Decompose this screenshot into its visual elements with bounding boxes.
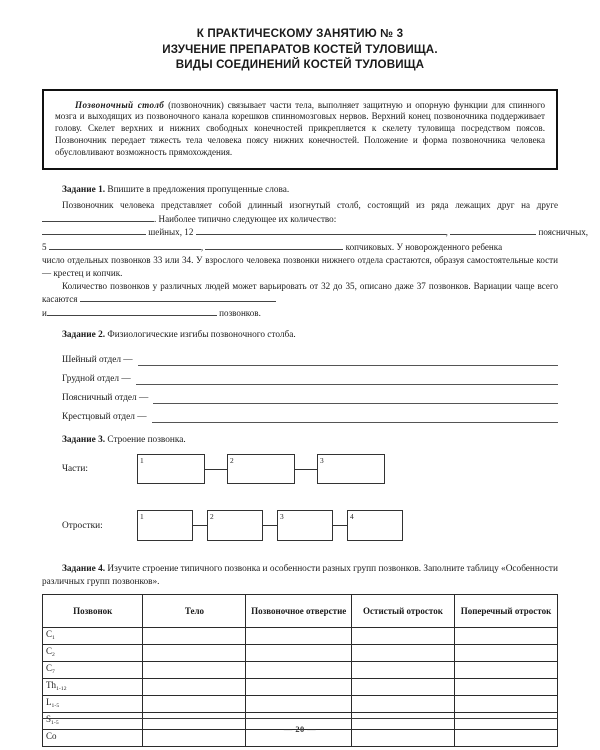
task-2-input-sacral[interactable] [152,413,558,423]
task-2-input-lumbar[interactable] [153,394,558,404]
task-3-processes-connector-3 [333,525,347,526]
table-row [43,696,558,713]
task-1-heading [42,184,558,197]
task-2-row-cervical [42,347,558,366]
table-row [43,645,558,662]
task-1-label-lumbar: поясничных, [538,227,589,238]
task-2-label-thoracic: Грудной отдел — [62,374,131,385]
task-2-label-sacral: Крестцовый отдел — [62,412,147,423]
task-2-input-cervical[interactable] [138,356,558,366]
table-header-row [43,595,558,628]
task-1-blank-thoracic-name[interactable] [196,225,448,238]
task-1-blank-variation-1[interactable] [80,292,276,302]
task-1-instruction: Впишите в предложения пропущенные слова. [107,185,290,196]
task-1-number-thoracic: 12 [184,227,194,238]
vertebra-subscript: 7 [52,669,55,676]
task-1-blank-coccygeal-count[interactable] [205,240,343,250]
task-2-heading [42,329,558,342]
task-2-answer-list [42,347,558,423]
cell-body-th[interactable] [143,679,246,696]
cell-foramen-c7[interactable] [246,662,352,679]
task-3-processes-box-3[interactable]: 3 [277,510,333,541]
task-4-instruction: Изучите строение типичного позвонка и особенности разных групп позвонков. Заполните таблицу «Особенности различных групп позвонков». [42,564,558,588]
task-2-row-lumbar [42,385,558,404]
intro-paragraph [55,100,545,160]
vertebra-symbol: L [46,697,52,708]
task-1-paragraph-3 [42,280,558,306]
task-1-number: Задание 1. [62,185,106,196]
vertebra-symbol: S [46,714,52,725]
page-number: — 20 — [283,725,317,734]
task-1-label-cervical: шейных, [148,227,182,238]
task-1-number-sacral: 5 [42,241,47,252]
task-1-paragraph-1 [42,199,558,225]
cell-foramen-c2[interactable] [246,645,352,662]
task-3-parts-connector-1 [205,469,227,470]
task-1-blank-cervical-count[interactable] [42,225,146,235]
table-row [43,679,558,696]
vertebra-label-c1 [43,628,143,645]
page-title-line-1: К ПРАКТИЧЕСКОМУ ЗАНЯТИЮ № 3 [196,27,404,40]
table-col-foramen: Позвоночное отверстие [246,595,352,628]
task-2-label-cervical: Шейный отдел — [62,355,133,366]
vertebra-subscript: 1-12 [56,686,67,693]
task-3-processes-connector-2 [263,525,277,526]
task-4-heading [42,563,558,589]
table-col-spinous: Остистый отросток [351,595,454,628]
task-3-parts-connector-2 [295,469,317,470]
task-1-label-vertebrae-end: позвонков. [219,307,261,318]
vertebra-symbol: Co [46,731,57,742]
intro-body-text: (позвоночник) связывает части тела, выполняет защитную и опорную функции для спинного мозга и выходящих из позвоночного канала корешков спинномозговых нервов. Верхний конец позвоночника поддерживает голову. Скелет верхних и нижних свободных конечностей прикрепляется к скелету туловища посредством поясов. Позвоночник передает тяжесть тела человека поясу нижних конечностей. Положение и форма позвоночника человека обусловливают возможность прямохождения. [55,99,545,158]
task-2-instruction: Физиологические изгибы позвоночного столба. [107,330,296,341]
task-4-number: Задание 4. [62,564,106,575]
intro-lead-term: Позвоночный столб [75,99,165,110]
table-row [43,662,558,679]
task-3-number: Задание 3. [62,435,106,446]
cell-transverse-c2[interactable] [454,645,557,662]
vertebra-subscript: 2 [52,652,55,659]
task-2-label-lumbar: Поясничный отдел — [62,393,149,404]
task-1 [42,184,589,320]
task-3-parts-box-1[interactable]: 1 [137,454,205,484]
task-3-processes-diagram [137,510,403,541]
cell-spinous-c7[interactable] [351,662,454,679]
vertebra-label-l [43,696,143,713]
vertebra-symbol: C [46,663,53,674]
task-3-parts-row [42,454,558,484]
task-3-processes-box-4[interactable]: 4 [347,510,403,541]
task-1-label-coccygeal: копчиковых. У новорожденного ребенка [345,241,503,252]
task-1-blank-variation-2[interactable] [47,306,217,316]
task-1-blank-vertebrae[interactable] [42,212,154,222]
vertebra-subscript: 1-5 [51,703,60,710]
cell-body-c2[interactable] [143,645,246,662]
task-3-processes-row [42,510,558,541]
cell-transverse-c7[interactable] [454,662,557,679]
task-3-parts-box-3[interactable]: 3 [317,454,385,484]
cell-transverse-c1[interactable] [454,628,557,645]
cell-foramen-l[interactable] [246,696,352,713]
task-3-parts-box-2[interactable]: 2 [227,454,295,484]
vertebra-subscript: 1-5 [51,720,59,727]
task-3-processes-connector-1 [193,525,207,526]
task-3-parts-label: Части: [62,464,88,475]
cell-body-l[interactable] [143,696,246,713]
task-1-fill-row-2 [42,240,558,255]
task-3-parts-diagram [137,454,385,484]
table-header [43,595,558,628]
page-title-line-3: ВИДЫ СОЕДИНЕНИЙ КОСТЕЙ ТУЛОВИЩА [175,58,425,71]
cell-spinous-c2[interactable] [351,645,454,662]
table-row [43,628,558,645]
task-2-row-sacral [42,404,558,423]
cell-spinous-th[interactable] [351,679,454,696]
table-col-transverse: Поперечный отросток [454,595,557,628]
vertebra-symbol: C [46,646,53,657]
page-title-line-2: ИЗУЧЕНИЕ ПРЕПАРАТОВ КОСТЕЙ ТУЛОВИЩА. [162,42,438,56]
footer-divider [42,718,558,719]
page-title [38,26,562,73]
cell-transverse-l[interactable] [454,696,557,713]
task-1-p3-text: Количество позвонков у различных людей может варьировать от 32 до 35, описано даже 37 позвонков. Вариации чаще всего касаются [42,280,558,305]
cell-spinous-l[interactable] [351,696,454,713]
task-2 [42,329,558,423]
task-2-input-thoracic[interactable] [136,375,558,385]
task-1-comma-1: , [445,227,448,238]
vertebra-label-c7 [43,662,143,679]
table-col-vertebra: Позвонок [43,595,143,628]
task-1-conjunction: и [42,307,47,318]
cell-transverse-th[interactable] [454,679,557,696]
vertebra-label-th [43,679,143,696]
task-1-p1-text-b: . Наиболее типично следующее их количество: [154,213,337,224]
cell-spinous-c1[interactable] [351,628,454,645]
task-2-number: Задание 2. [62,330,106,341]
task-1-fill-row-3 [42,306,558,321]
table-col-body: Тело [143,595,246,628]
vertebra-label-c2 [43,645,143,662]
task-2-row-thoracic [42,366,558,385]
task-1-paragraph-2: число отдельных позвонков 33 или 34. У взрослого человека позвонки нижнего отдела срастаются, образуя самостоятельные кости — крестец и копчик. [42,255,558,278]
task-3-processes-box-1[interactable]: 1 [137,510,193,541]
cell-body-c7[interactable] [143,662,246,679]
vertebra-symbol: Th [46,680,56,691]
vertebra-subscript: 1 [52,635,55,642]
task-3-processes-label: Отростки: [62,520,103,531]
intro-framed-box [42,89,558,171]
task-3-heading [42,434,558,447]
task-1-fill-row-1 [42,225,589,240]
cell-foramen-th[interactable] [246,679,352,696]
task-3 [42,434,558,541]
task-3-processes-box-2[interactable]: 2 [207,510,263,541]
task-1-blank-lumbar-count[interactable] [450,225,536,235]
task-1-blank-sacral-name[interactable] [49,240,204,252]
cell-body-c1[interactable] [143,628,246,645]
cell-foramen-c1[interactable] [246,628,352,645]
vertebra-symbol: C [46,629,53,640]
task-1-comma-2: , [200,241,204,252]
task-3-instruction: Строение позвонка. [107,435,186,446]
page-footer [42,718,558,734]
task-1-p1-text-a: Позвоночник человека представляет собой длинный изогнутый столб, состоящий из ряда лежащих друг на друге [62,200,558,211]
